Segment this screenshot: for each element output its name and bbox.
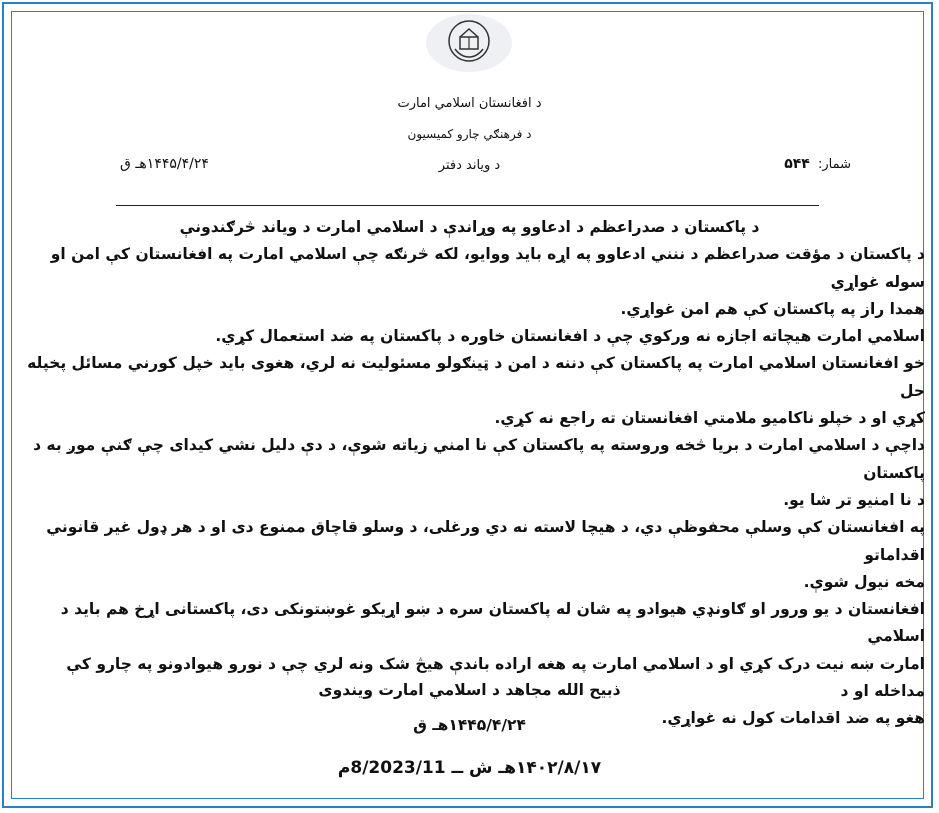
header-divider	[116, 205, 819, 206]
document-number	[784, 156, 851, 172]
office-name: د ویاند دفتر	[438, 158, 501, 173]
statement-line: اسلامي امارت هیچاته اجازه نه ورکوي چې د افغانستان خاوره د پاکستان په ضد استعمال کړي.	[215, 327, 925, 346]
statement-line: همدا راز په پاکستان کې هم امن غواړي.	[620, 299, 925, 318]
header-date: ۱۴۴۵/۴/۲۴هـ ق	[120, 156, 209, 172]
statement-title: د پاکستان د صدراعظم د ادعاوو په وړاندې د اسلامي امارت د ویاند څرګندونې	[179, 218, 760, 236]
statement-line: په افغانستان کې وسلې محفوظې دي، د هیچا لاسته نه دي ورغلی، د وسلو قاچاق ممنوع دی او د هر ډول غیر قانوني اقداماتو	[46, 518, 925, 564]
statement-line: هغو په ضد اقدامات کول نه غواړي.	[661, 709, 925, 728]
signature-date-shamsi: ۱۴۰۲/۸/۱۷هـ ش ــ 8/2023/11م	[337, 758, 602, 778]
statement-line: امارت ښه نیت درک کړي او د اسلامي امارت په هغه اراده باندې هیڅ شک ونه لري چې د نورو هیوادونو په چارو کې مداخله او د	[66, 654, 925, 701]
statement-line: خو افغانستان اسلامي امارت په پاکستان کې دننه د امن د ټینګولو مسئولیت نه لري، هغوی باید خپل کورني مسائل پخپله حل	[27, 354, 925, 400]
signature-name: ذبیح الله مجاهد د اسلامي امارت ویندوی	[318, 681, 621, 699]
statement-body	[14, 214, 925, 733]
org-commission: د فرهنګي چارو کمیسیون	[407, 127, 532, 141]
statement-line: مخه نیول شوې.	[803, 572, 925, 591]
emblem-icon	[447, 19, 491, 67]
number-label: شمار:	[817, 157, 851, 172]
statement-line: داچې د اسلامي امارت د بریا څخه وروسته په پاکستان کې نا امني زیاته شوې، د دې دلیل نشي کیدای چې ګنې موږ به د پاکستان	[33, 436, 925, 482]
signature-date-qamari: ۱۴۴۵/۴/۲۴هـ ق	[413, 716, 526, 734]
number-value: ۵۴۴	[784, 156, 810, 172]
statement-line: د پاکستان د مؤقت صدراعظم د ننني ادعاوو په اړه باید ووایو، لکه څرنګه چې اسلامي امارت په افغانستان کې امن او سوله غواړي	[50, 245, 925, 291]
org-title: د افغانستان اسلامي امارت	[397, 96, 542, 111]
statement-line: د نا امنیو تر شا یو.	[783, 490, 925, 509]
emblem-seal	[426, 14, 512, 72]
statement-line: کړي او د خپلو ناکامیو ملامتي افغانستان ته راجع نه کړي.	[494, 409, 925, 428]
statement-line: افغانستان د یو ورور او ګاونډي هیوادو په شان له پاکستان سره د ښو اړیکو غوښتونکی دی، پاکستانی اړخ هم باید د اسلامي	[60, 600, 925, 646]
